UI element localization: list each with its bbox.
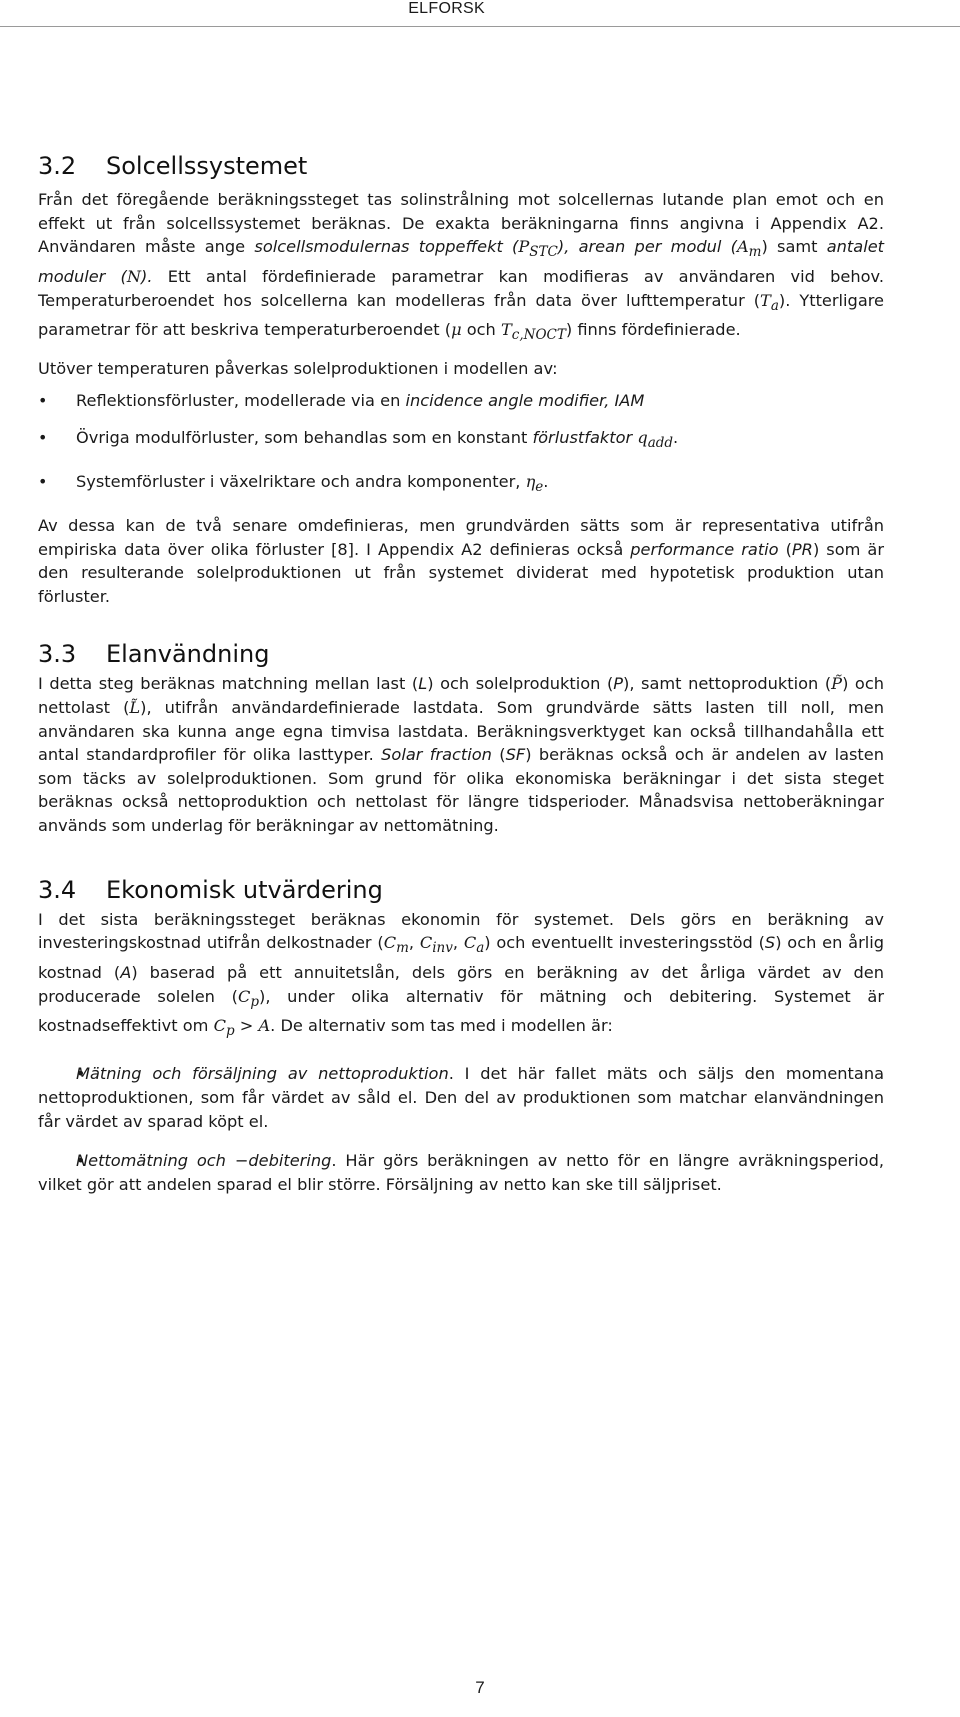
math-sub: inv	[432, 940, 453, 957]
text-run: ) och en årlig kostnad (	[38, 933, 884, 983]
math-var: P	[518, 237, 530, 257]
text-run: och	[461, 320, 501, 340]
text-run: . De alternativ som tas med i modellen är:	[270, 1016, 613, 1036]
text-run: ) baserad på ett annuitetslån, dels görs en beräkning av det årliga värdet av den producerade solelen (	[38, 963, 884, 1006]
text-run: Ett antal fördefinierade parametrar kan modifieras av användaren vid behov. Temperaturberoendet hos solcellerna kan modelleras från data över lufttemperatur (	[38, 267, 884, 310]
text-run: ), under olika alternativ för mätning och debitering. Systemet är kostnadseffektivt om	[38, 986, 884, 1036]
text-run: .	[543, 472, 549, 492]
italic-term: performance ratio	[630, 539, 779, 559]
italic-term: Solar fraction	[381, 745, 492, 765]
section-heading-3-2	[38, 150, 884, 182]
section-number: 3.3	[38, 640, 77, 669]
text-run: ) och solelproduktion (	[427, 674, 614, 694]
math-var: A	[736, 237, 749, 257]
text-run: ), utifrån användardefinierade lastdata. Som grundvärde sätts lasten till noll, men användaren ska kunna ange egna timvisa lastdata. Beräkningsverktyget kan också tillhandahålla ett antal standardprofiler för olika lasttyper.	[38, 698, 884, 765]
bullet-net-production-metering	[38, 1062, 884, 1133]
bullet-module-losses	[38, 426, 884, 456]
section-title: Ekonomisk utvärdering	[106, 875, 383, 904]
math-sub: p	[250, 993, 259, 1010]
section-number: 3.4	[38, 875, 77, 904]
text-run: ) som är den resulterande solelproduktionen ut från systemet dividerat med hypotetisk produktion utan förluster.	[38, 539, 884, 606]
bullet-italic: incidence angle modifier, IAM	[405, 390, 645, 410]
text-run: Från det föregående beräkningssteget tas solinstrålning mot solcellernas lutande plan emot och en effekt ut från solcellssystemet beräknas. De exakta beräkningarna finns angivna i Appendix A2. Användaren måste ange	[38, 190, 884, 257]
text-run: ). Ytterligare parametrar för att beskriva temperaturberoendet (	[38, 290, 884, 340]
bullet-text: Övriga modulförluster, som behandlas som en konstant	[76, 428, 533, 448]
italic-term: SF	[505, 745, 526, 765]
bullet-text: . Här görs beräkningen av netto för en längre avräkningsperiod, vilket gör att andelen sparad el blir större. Försäljning av netto kan ske till säljpriset.	[38, 1151, 884, 1194]
section-heading-3-3	[38, 638, 884, 670]
section-title: Solcellssystemet	[106, 152, 308, 180]
text-run: I det sista beräkningssteget beräknas ekonomin för systemet. Dels görs en beräkning av investeringskostnad utifrån delkostnader (	[38, 909, 884, 953]
math-var: C	[237, 986, 251, 1006]
math-var: C	[383, 933, 397, 953]
math-sub: a	[476, 940, 485, 957]
math-var: C	[419, 933, 433, 953]
bullet-text: . I det här fallet mäts och säljs den momentana nettoproduktionen, som får värdet av såld el. Den del av produktionen som matchar elanvändningen får värdet av sparad köpt el.	[38, 1064, 884, 1131]
header-rule	[0, 26, 960, 27]
math-op: >	[234, 1016, 259, 1036]
math-sub: p	[225, 1023, 235, 1040]
text-run: I detta steg beräknas matchning mellan last (	[38, 674, 419, 694]
math-sub: STC	[529, 244, 558, 261]
page-number: 7	[475, 1678, 485, 1697]
math-var: P̃	[831, 674, 843, 694]
text-run: solcellsmodulernas toppeffekt (	[254, 237, 519, 257]
text-run: ) beräknas också och är andelen av lasten som täcks av solelproduktionen. Som grund för olika ekonomiska beräkningar i det sista steget beräknas också nettoproduktion och nettolast för längre tidsperioder. Månadsvisa nettoberäkningar används som underlag för beräkningar av nettomätning.	[38, 745, 884, 836]
paragraph-solar-system	[38, 188, 884, 348]
text-run: (	[778, 539, 792, 559]
text-run: ) och nettolast (	[38, 674, 884, 718]
bullet-italic: förlustfaktor	[532, 428, 633, 448]
bullet-text: Reflektionsförluster, modellerade via en	[76, 390, 406, 410]
math-var: C	[213, 1016, 226, 1036]
math-var: S	[764, 933, 776, 953]
paragraph-economic-evaluation	[38, 908, 884, 1045]
page-content	[38, 150, 884, 1210]
bullet-italic: Nettomätning och −debitering	[76, 1151, 332, 1171]
header-title: ELFORSK	[408, 0, 485, 17]
paragraph-performance-ratio	[38, 514, 884, 608]
math-var: η	[525, 472, 536, 492]
math-var: L̃	[129, 698, 141, 718]
math-var: P	[613, 674, 624, 694]
text-run: (	[491, 745, 506, 765]
math-var: T	[760, 290, 771, 310]
text-run: ) samt	[761, 237, 827, 257]
section-heading-3-4	[38, 874, 884, 906]
text-run: ).	[141, 267, 153, 287]
text-run: ) finns fördefinierade.	[565, 320, 741, 340]
math-sub: c,NOCT	[511, 327, 566, 344]
text-run: antalet moduler (	[38, 237, 884, 287]
math-sub: m	[748, 244, 762, 261]
paragraph-electricity-use	[38, 672, 884, 837]
math-sub: a	[770, 297, 779, 314]
math-var: A	[258, 1016, 271, 1036]
bullet-reflection-losses	[38, 389, 884, 413]
bullet-system-losses	[38, 470, 884, 500]
text-run: ), arean per modul (	[557, 237, 737, 257]
text-run: ), samt nettoproduktion (	[623, 674, 832, 694]
italic-term: PR	[791, 539, 813, 559]
math-var: N	[126, 267, 142, 287]
text-run: .	[673, 428, 679, 448]
text-run: ,	[408, 933, 420, 953]
math-var: μ	[451, 320, 462, 340]
math-var: T	[500, 320, 512, 340]
text-run: ,	[452, 933, 464, 953]
math-var: L	[418, 674, 428, 694]
page-header	[0, 0, 960, 22]
math-sub: add	[647, 435, 674, 452]
paragraph-losses-intro: Utöver temperaturen påverkas solelproduktionen i modellen av:	[38, 359, 558, 379]
text-run: Av dessa kan de två senare omdefinieras, men grundvärden sätts som är representativa utifrån empiriska data över olika förluster [8]. I Appendix A2 definieras också	[38, 516, 884, 559]
bullet-text: Systemförluster i växelriktare och andra komponenter,	[76, 472, 526, 492]
math-var: A	[120, 963, 132, 983]
math-var: q	[637, 428, 648, 448]
math-var: C	[463, 933, 477, 953]
section-title: Elanvändning	[106, 640, 270, 669]
section-number: 3.2	[38, 152, 77, 180]
bullet-italic: Mätning och försäljning av nettoproduktion	[76, 1064, 449, 1084]
bullet-net-metering	[38, 1149, 884, 1196]
math-sub: m	[396, 940, 409, 957]
math-sub: e	[535, 479, 544, 496]
text-run: ) och eventuellt investeringsstöd (	[484, 933, 765, 953]
